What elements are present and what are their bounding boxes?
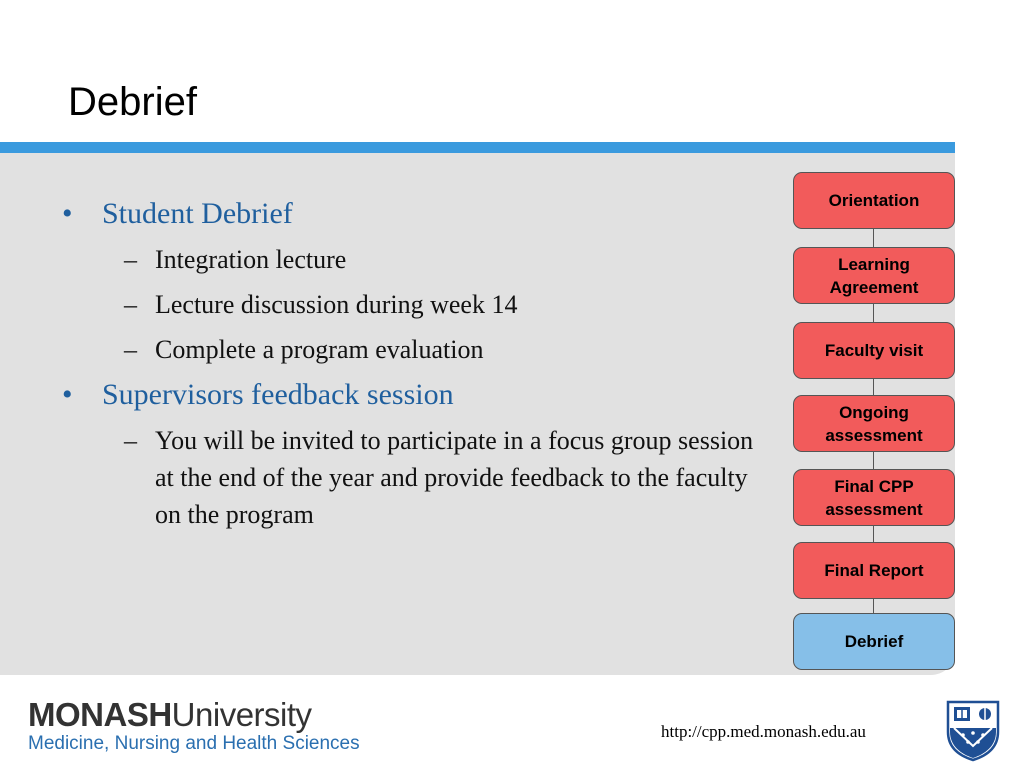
- title-rule: [0, 142, 955, 153]
- footer-url: http://cpp.med.monash.edu.au: [661, 722, 866, 741]
- logo-regular-text: University: [171, 696, 312, 733]
- bullet-item: [62, 195, 762, 233]
- flow-step-final-report: Final Report: [793, 542, 955, 599]
- sub-bullet-item: [62, 286, 762, 323]
- bullet-marker: •: [62, 378, 73, 411]
- sub-bullet-marker: –: [124, 426, 137, 455]
- sub-bullet-text: You will be invited to participate in a focus group session at the end of the year and provide feedback to the faculty on the program: [155, 426, 754, 529]
- flow-step-orientation: Orientation: [793, 172, 955, 229]
- sub-bullet-marker: –: [124, 335, 137, 364]
- bullet-item: [62, 376, 762, 414]
- flow-step-final-cpp-assessment: Final CPP assessment: [793, 469, 955, 526]
- flow-step-learning-agreement: Learning Agreement: [793, 247, 955, 304]
- sub-bullet-text: Lecture discussion during week 14: [155, 290, 518, 319]
- logo-subtitle: Medicine, Nursing and Health Sciences: [28, 733, 360, 754]
- monash-logo: [28, 696, 312, 734]
- flow-step-debrief: Debrief: [793, 613, 955, 670]
- sub-bullet-marker: –: [124, 245, 137, 274]
- sub-bullet-item: [62, 422, 762, 533]
- sub-bullet-marker: –: [124, 290, 137, 319]
- slide-title: Debrief: [68, 80, 197, 124]
- sub-bullet-text: Complete a program evaluation: [155, 335, 484, 364]
- bullet-list: [62, 195, 762, 541]
- flow-step-faculty-visit: Faculty visit: [793, 322, 955, 379]
- sub-bullet-text: Integration lecture: [155, 245, 347, 274]
- sub-bullet-item: [62, 241, 762, 278]
- sub-bullet-item: [62, 331, 762, 368]
- bullet-text: Student Debrief: [102, 197, 293, 230]
- logo-bold-text: MONASH: [28, 696, 172, 733]
- bullet-marker: •: [62, 197, 73, 230]
- flow-step-ongoing-assessment: Ongoing assessment: [793, 395, 955, 452]
- process-flow: [793, 172, 955, 670]
- monash-crest-icon: [946, 700, 1000, 762]
- bullet-text: Supervisors feedback session: [102, 378, 454, 411]
